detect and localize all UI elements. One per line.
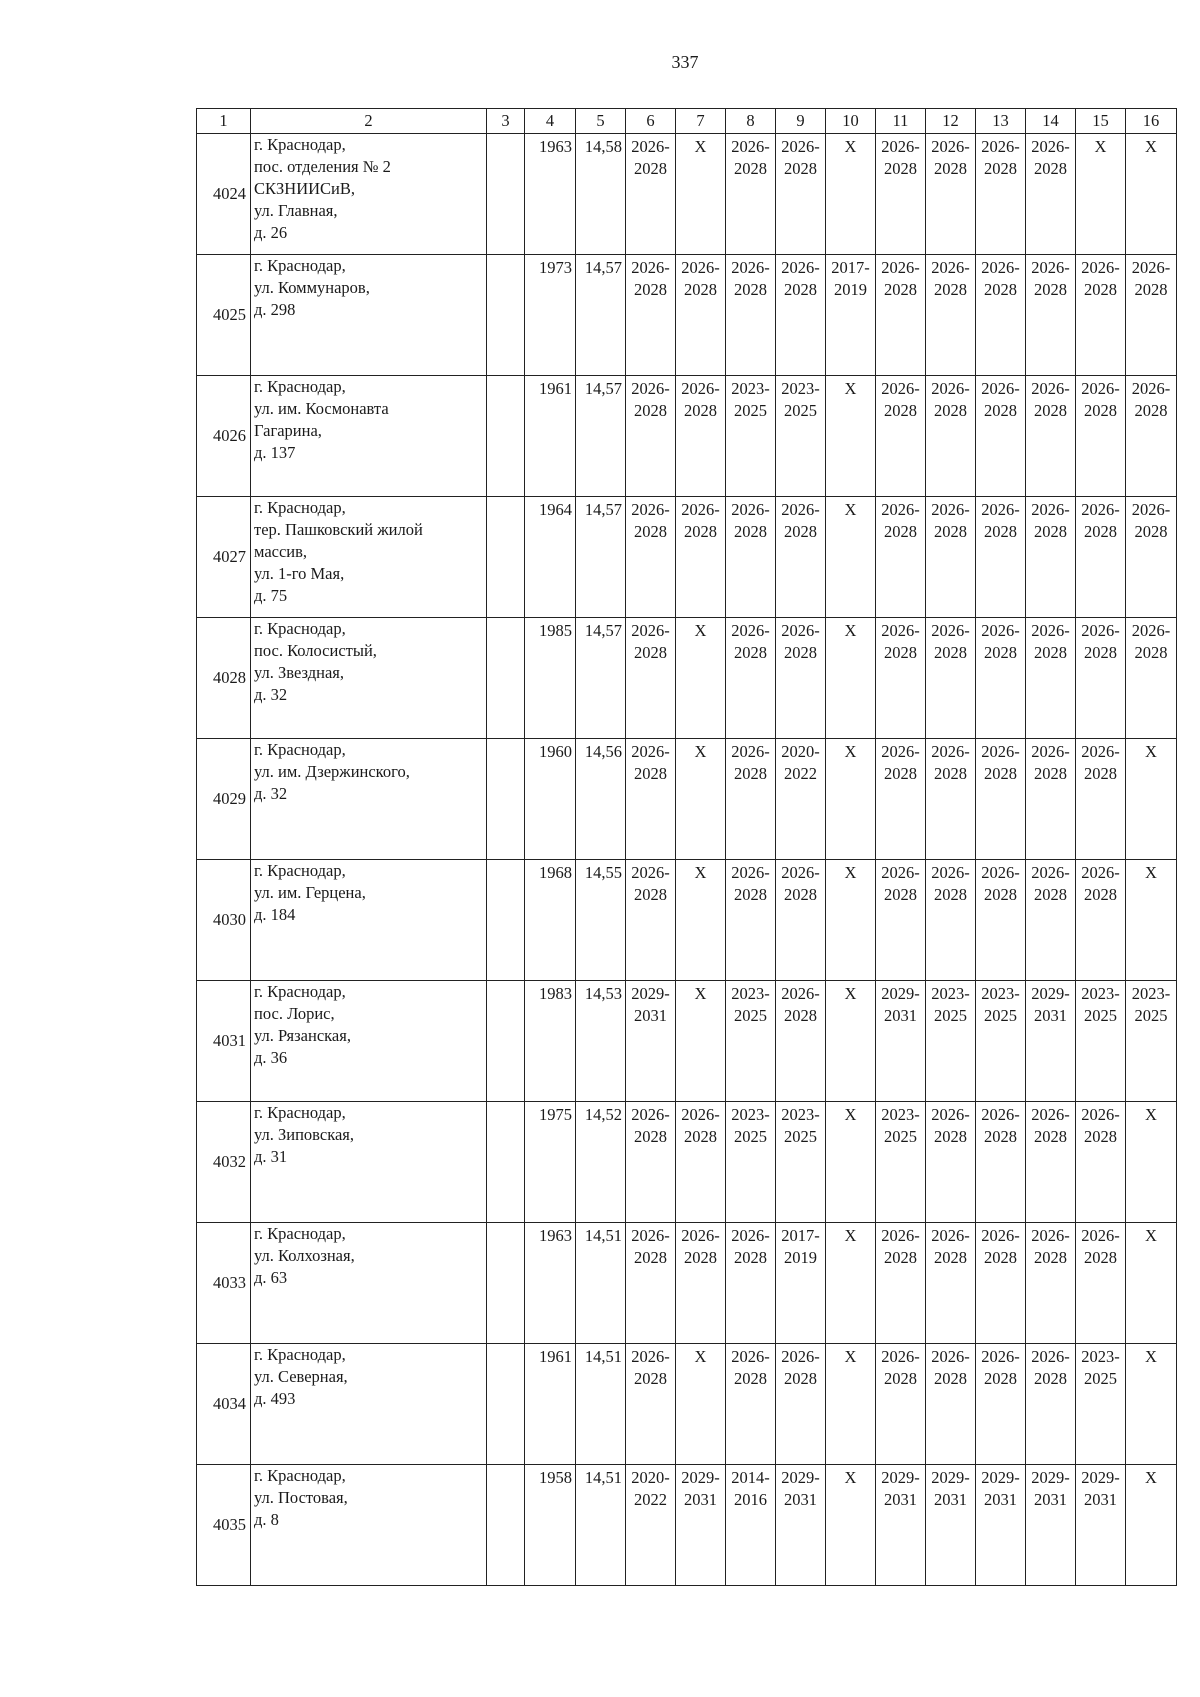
page-number: 337 — [671, 52, 699, 72]
period-cell: 2017- 2019 — [826, 255, 876, 376]
address-line: ул. им. Герцена, — [254, 883, 366, 902]
period-cell: 2029- 2031 — [1026, 981, 1076, 1102]
column-number-row — [197, 109, 1177, 134]
period-cell: 2026- 2028 — [1126, 376, 1177, 497]
column-3-cell — [487, 981, 525, 1102]
address-line: д. 26 — [254, 223, 288, 242]
period-cell: 2026- 2028 — [676, 1102, 726, 1223]
period-cell: 2029- 2031 — [926, 1465, 976, 1586]
period-cell: 2026- 2028 — [1026, 1344, 1076, 1465]
period-cell: 2026- 2028 — [876, 739, 926, 860]
address-cell — [251, 497, 487, 618]
period-cell: 2026- 2028 — [926, 618, 976, 739]
period-cell: X — [1126, 1344, 1177, 1465]
table-row — [197, 1223, 1177, 1344]
period-cell: 2029- 2031 — [626, 981, 676, 1102]
row-number: 4025 — [197, 255, 251, 376]
year-cell: 1958 — [525, 1465, 576, 1586]
year-cell: 1963 — [525, 134, 576, 255]
period-cell: 2029- 2031 — [676, 1465, 726, 1586]
period-cell: 2026- 2028 — [876, 1344, 926, 1465]
period-cell: 2026- 2028 — [1076, 618, 1126, 739]
address-line: г. Краснодар, — [254, 1345, 346, 1364]
address-line: г. Краснодар, — [254, 740, 346, 759]
table-header — [197, 109, 1177, 134]
address-line: пос. Лорис, — [254, 1004, 335, 1023]
column-3-cell — [487, 1102, 525, 1223]
period-cell: X — [676, 739, 726, 860]
column-header-1: 1 — [197, 109, 251, 134]
period-cell: X — [826, 739, 876, 860]
address-line: д. 63 — [254, 1268, 288, 1287]
row-number: 4030 — [197, 860, 251, 981]
value-cell: 14,57 — [576, 618, 626, 739]
period-cell: 2026- 2028 — [976, 618, 1026, 739]
period-cell: 2026- 2028 — [626, 739, 676, 860]
address-cell — [251, 739, 487, 860]
column-3-cell — [487, 860, 525, 981]
period-cell: 2026- 2028 — [976, 134, 1026, 255]
address-line: пос. отделения № 2 — [254, 157, 391, 176]
address-line: ул. Рязанская, — [254, 1026, 351, 1045]
year-cell: 1963 — [525, 1223, 576, 1344]
period-cell: 2026- 2028 — [676, 376, 726, 497]
column-3-cell — [487, 255, 525, 376]
period-cell: 2026- 2028 — [726, 860, 776, 981]
period-cell: 2026- 2028 — [1076, 255, 1126, 376]
period-cell: 2026- 2028 — [876, 497, 926, 618]
period-cell: 2026- 2028 — [976, 376, 1026, 497]
period-cell: 2026- 2028 — [926, 860, 976, 981]
period-cell: 2026- 2028 — [676, 497, 726, 618]
period-cell: 2023- 2025 — [776, 376, 826, 497]
period-cell: 2029- 2031 — [876, 981, 926, 1102]
period-cell: 2029- 2031 — [976, 1465, 1026, 1586]
period-cell: X — [676, 981, 726, 1102]
value-cell: 14,51 — [576, 1465, 626, 1586]
period-cell: 2023- 2025 — [926, 981, 976, 1102]
table-row — [197, 255, 1177, 376]
address-line: ул. им. Космонавта — [254, 399, 389, 418]
repair-schedule-table — [196, 108, 1177, 1586]
address-cell — [251, 1102, 487, 1223]
period-cell: 2026- 2028 — [926, 1223, 976, 1344]
period-cell: 2026- 2028 — [1026, 376, 1076, 497]
period-cell: X — [676, 618, 726, 739]
period-cell: 2026- 2028 — [976, 497, 1026, 618]
period-cell: 2026- 2028 — [926, 376, 976, 497]
period-cell: X — [826, 981, 876, 1102]
period-cell: 2026- 2028 — [1076, 1223, 1126, 1344]
column-3-cell — [487, 1465, 525, 1586]
period-cell: X — [826, 860, 876, 981]
column-3-cell — [487, 134, 525, 255]
period-cell: 2026- 2028 — [626, 1223, 676, 1344]
column-header-9: 9 — [776, 109, 826, 134]
address-line: д. 32 — [254, 685, 288, 704]
address-line: пос. Колосистый, — [254, 641, 377, 660]
period-cell: 2026- 2028 — [876, 618, 926, 739]
address-line: г. Краснодар, — [254, 135, 346, 154]
address-line: ул. 1-го Мая, — [254, 564, 345, 583]
value-cell: 14,55 — [576, 860, 626, 981]
address-line: тер. Пашковский жилой — [254, 520, 423, 539]
value-cell: 14,56 — [576, 739, 626, 860]
period-cell: 2026- 2028 — [976, 860, 1026, 981]
period-cell: 2026- 2028 — [1026, 739, 1076, 860]
address-line: д. 75 — [254, 586, 288, 605]
period-cell: 2026- 2028 — [1076, 376, 1126, 497]
column-header-8: 8 — [726, 109, 776, 134]
period-cell: 2026- 2028 — [626, 618, 676, 739]
period-cell: 2026- 2028 — [1126, 497, 1177, 618]
table-row — [197, 376, 1177, 497]
column-3-cell — [487, 1344, 525, 1465]
period-cell: 2020- 2022 — [626, 1465, 676, 1586]
period-cell: 2023- 2025 — [726, 376, 776, 497]
column-3-cell — [487, 497, 525, 618]
row-number: 4034 — [197, 1344, 251, 1465]
address-line: ул. Северная, — [254, 1367, 348, 1386]
address-line: д. 8 — [254, 1510, 279, 1529]
period-cell: 2026- 2028 — [976, 255, 1026, 376]
period-cell: 2026- 2028 — [626, 376, 676, 497]
table-body — [197, 134, 1177, 1586]
period-cell: X — [1126, 1465, 1177, 1586]
period-cell: 2029- 2031 — [776, 1465, 826, 1586]
table-row — [197, 497, 1177, 618]
period-cell: 2026- 2028 — [976, 1344, 1026, 1465]
address-cell — [251, 134, 487, 255]
period-cell: 2026- 2028 — [1076, 497, 1126, 618]
table-row — [197, 134, 1177, 255]
period-cell: 2026- 2028 — [626, 1344, 676, 1465]
period-cell: 2023- 2025 — [1076, 981, 1126, 1102]
address-line: Гагарина, — [254, 421, 322, 440]
row-number: 4027 — [197, 497, 251, 618]
table-row — [197, 981, 1177, 1102]
column-header-11: 11 — [876, 109, 926, 134]
column-header-6: 6 — [626, 109, 676, 134]
column-3-cell — [487, 618, 525, 739]
address-line: ул. Колхозная, — [254, 1246, 355, 1265]
period-cell: 2026- 2028 — [726, 1344, 776, 1465]
period-cell: 2026- 2028 — [726, 1223, 776, 1344]
period-cell: 2026- 2028 — [926, 739, 976, 860]
table-row — [197, 739, 1177, 860]
address-line: ул. Постовая, — [254, 1488, 348, 1507]
period-cell: 2026- 2028 — [1026, 860, 1076, 981]
table-row — [197, 1465, 1177, 1586]
row-number: 4028 — [197, 618, 251, 739]
address-line: д. 493 — [254, 1389, 296, 1408]
value-cell: 14,57 — [576, 255, 626, 376]
period-cell: 2026- 2028 — [876, 1223, 926, 1344]
period-cell: 2026- 2028 — [876, 134, 926, 255]
period-cell: 2026- 2028 — [676, 1223, 726, 1344]
address-cell — [251, 376, 487, 497]
period-cell: 2026- 2028 — [1076, 860, 1126, 981]
address-line: г. Краснодар, — [254, 1466, 346, 1485]
address-line: г. Краснодар, — [254, 619, 346, 638]
period-cell: X — [676, 860, 726, 981]
row-number: 4033 — [197, 1223, 251, 1344]
period-cell: 2026- 2028 — [1026, 1223, 1076, 1344]
table-row — [197, 860, 1177, 981]
column-header-14: 14 — [1026, 109, 1076, 134]
value-cell: 14,51 — [576, 1344, 626, 1465]
period-cell: 2026- 2028 — [776, 497, 826, 618]
value-cell: 14,52 — [576, 1102, 626, 1223]
row-number: 4031 — [197, 981, 251, 1102]
period-cell: X — [826, 1465, 876, 1586]
period-cell: 2026- 2028 — [776, 981, 826, 1102]
address-line: д. 31 — [254, 1147, 288, 1166]
column-header-13: 13 — [976, 109, 1026, 134]
address-line: ул. Звездная, — [254, 663, 344, 682]
year-cell: 1975 — [525, 1102, 576, 1223]
column-3-cell — [487, 1223, 525, 1344]
period-cell: 2026- 2028 — [876, 860, 926, 981]
period-cell: 2026- 2028 — [1026, 618, 1076, 739]
period-cell: 2026- 2028 — [1026, 497, 1076, 618]
period-cell: 2026- 2028 — [776, 618, 826, 739]
column-header-7: 7 — [676, 109, 726, 134]
address-line: г. Краснодар, — [254, 256, 346, 275]
period-cell: 2026- 2028 — [626, 860, 676, 981]
address-line: ул. Главная, — [254, 201, 338, 220]
period-cell: 2026- 2028 — [776, 134, 826, 255]
year-cell: 1961 — [525, 1344, 576, 1465]
period-cell: 2026- 2028 — [1126, 255, 1177, 376]
column-header-3: 3 — [487, 109, 525, 134]
column-3-cell — [487, 739, 525, 860]
period-cell: X — [1126, 860, 1177, 981]
address-line: д. 36 — [254, 1048, 288, 1067]
address-cell — [251, 981, 487, 1102]
period-cell: X — [1126, 739, 1177, 860]
period-cell: 2026- 2028 — [726, 497, 776, 618]
address-line: ул. Зиповская, — [254, 1125, 355, 1144]
address-cell — [251, 255, 487, 376]
column-header-10: 10 — [826, 109, 876, 134]
period-cell: 2026- 2028 — [1076, 1102, 1126, 1223]
address-line: г. Краснодар, — [254, 498, 346, 517]
period-cell: 2023- 2025 — [976, 981, 1026, 1102]
period-cell: X — [1076, 134, 1126, 255]
value-cell: 14,58 — [576, 134, 626, 255]
address-cell — [251, 1223, 487, 1344]
address-cell — [251, 1344, 487, 1465]
address-line: д. 184 — [254, 905, 296, 924]
address-line: г. Краснодар, — [254, 1103, 346, 1122]
column-header-2: 2 — [251, 109, 487, 134]
period-cell: 2026- 2028 — [926, 497, 976, 618]
period-cell: 2026- 2028 — [926, 1102, 976, 1223]
period-cell: 2026- 2028 — [1026, 255, 1076, 376]
address-line: массив, — [254, 542, 308, 561]
period-cell: 2023- 2025 — [876, 1102, 926, 1223]
address-line: ул. Коммунаров, — [254, 278, 370, 297]
period-cell: 2023- 2025 — [1076, 1344, 1126, 1465]
period-cell: X — [1126, 134, 1177, 255]
address-line: СКЗНИИСиВ, — [254, 179, 355, 198]
row-number: 4029 — [197, 739, 251, 860]
period-cell: X — [826, 1102, 876, 1223]
column-header-15: 15 — [1076, 109, 1126, 134]
address-line: ул. им. Дзержинского, — [254, 762, 410, 781]
period-cell: X — [1126, 1223, 1177, 1344]
year-cell: 1960 — [525, 739, 576, 860]
period-cell: 2026- 2028 — [726, 255, 776, 376]
period-cell: X — [826, 1344, 876, 1465]
period-cell: 2026- 2028 — [676, 255, 726, 376]
period-cell: 2026- 2028 — [1026, 1102, 1076, 1223]
address-line: г. Краснодар, — [254, 1224, 346, 1243]
row-number: 4035 — [197, 1465, 251, 1586]
period-cell: 2029- 2031 — [1026, 1465, 1076, 1586]
period-cell: 2026- 2028 — [776, 255, 826, 376]
period-cell: 2026- 2028 — [876, 255, 926, 376]
year-cell: 1985 — [525, 618, 576, 739]
period-cell: X — [826, 497, 876, 618]
row-number: 4024 — [197, 134, 251, 255]
address-line: г. Краснодар, — [254, 861, 346, 880]
table-row — [197, 1102, 1177, 1223]
period-cell: 2026- 2028 — [726, 739, 776, 860]
period-cell: 2026- 2028 — [976, 1102, 1026, 1223]
year-cell: 1973 — [525, 255, 576, 376]
period-cell: 2023- 2025 — [776, 1102, 826, 1223]
period-cell: 2023- 2025 — [1126, 981, 1177, 1102]
period-cell: 2017- 2019 — [776, 1223, 826, 1344]
column-header-5: 5 — [576, 109, 626, 134]
period-cell: 2026- 2028 — [1076, 739, 1126, 860]
table-row — [197, 1344, 1177, 1465]
value-cell: 14,53 — [576, 981, 626, 1102]
address-cell — [251, 860, 487, 981]
period-cell: 2026- 2028 — [726, 618, 776, 739]
row-number: 4032 — [197, 1102, 251, 1223]
period-cell: X — [1126, 1102, 1177, 1223]
period-cell: 2023- 2025 — [726, 1102, 776, 1223]
row-number: 4026 — [197, 376, 251, 497]
address-cell — [251, 1465, 487, 1586]
column-header-16: 16 — [1126, 109, 1177, 134]
value-cell: 14,51 — [576, 1223, 626, 1344]
address-cell — [251, 618, 487, 739]
address-line: д. 32 — [254, 784, 288, 803]
year-cell: 1961 — [525, 376, 576, 497]
period-cell: 2026- 2028 — [626, 497, 676, 618]
period-cell: 2029- 2031 — [1076, 1465, 1126, 1586]
address-line: д. 137 — [254, 443, 296, 462]
period-cell: 2026- 2028 — [926, 255, 976, 376]
period-cell: 2026- 2028 — [976, 739, 1026, 860]
period-cell: 2026- 2028 — [776, 860, 826, 981]
year-cell: 1983 — [525, 981, 576, 1102]
period-cell: 2026- 2028 — [1126, 618, 1177, 739]
period-cell: X — [826, 134, 876, 255]
address-line: д. 298 — [254, 300, 296, 319]
table-row — [197, 618, 1177, 739]
address-line: г. Краснодар, — [254, 982, 346, 1001]
column-header-4: 4 — [525, 109, 576, 134]
year-cell: 1968 — [525, 860, 576, 981]
period-cell: X — [826, 376, 876, 497]
value-cell: 14,57 — [576, 376, 626, 497]
column-header-12: 12 — [926, 109, 976, 134]
column-3-cell — [487, 376, 525, 497]
period-cell: X — [826, 618, 876, 739]
period-cell: 2026- 2028 — [776, 1344, 826, 1465]
period-cell: 2023- 2025 — [726, 981, 776, 1102]
year-cell: 1964 — [525, 497, 576, 618]
period-cell: 2026- 2028 — [626, 134, 676, 255]
period-cell: 2020- 2022 — [776, 739, 826, 860]
period-cell: X — [826, 1223, 876, 1344]
period-cell: 2026- 2028 — [1026, 134, 1076, 255]
period-cell: 2026- 2028 — [926, 134, 976, 255]
period-cell: 2026- 2028 — [876, 376, 926, 497]
value-cell: 14,57 — [576, 497, 626, 618]
period-cell: 2014- 2016 — [726, 1465, 776, 1586]
period-cell: 2029- 2031 — [876, 1465, 926, 1586]
period-cell: 2026- 2028 — [926, 1344, 976, 1465]
period-cell: 2026- 2028 — [726, 134, 776, 255]
period-cell: X — [676, 134, 726, 255]
period-cell: 2026- 2028 — [976, 1223, 1026, 1344]
period-cell: X — [676, 1344, 726, 1465]
address-line: г. Краснодар, — [254, 377, 346, 396]
period-cell: 2026- 2028 — [626, 1102, 676, 1223]
period-cell: 2026- 2028 — [626, 255, 676, 376]
